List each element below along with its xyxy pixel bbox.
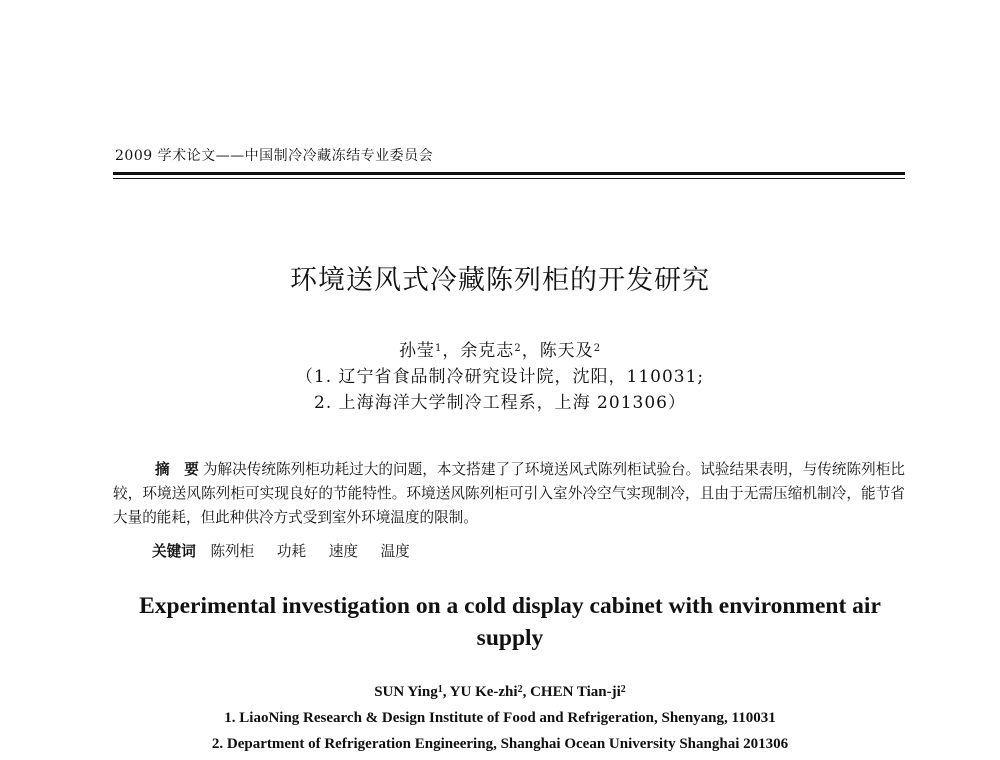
paper-title-cn: 环境送风式冷藏陈列柜的开发研究 [290, 265, 710, 296]
keyword: 功耗 [276, 543, 307, 560]
header-rule-thin [113, 178, 905, 179]
author-separator: , [442, 684, 450, 700]
author-name: 余克志 [460, 341, 515, 361]
author-affiliation-mark: 2 [517, 684, 523, 695]
affiliation-en: 2. Department of Refrigeration Engineering, Shanghai Ocean University Shanghai 201306 [211, 736, 789, 752]
keyword: 速度 [328, 543, 358, 560]
author-name: YU Ke-zhi [449, 684, 518, 700]
author-affiliation-mark: 1 [434, 343, 443, 354]
author-affiliation-mark: 2 [514, 343, 522, 354]
author-name: SUN Ying [374, 684, 438, 700]
affiliation-cn: 2. 上海海洋大学制冷工程系，上海 201306） [314, 393, 686, 413]
abstract-label: 摘 要 [155, 461, 199, 478]
abstract-text: 为解决传统陈列柜功耗过大的问题，本文搭建了了环境送风式陈列柜试验台。试验结果表明，与传统陈列柜比较，环境送风陈列柜可实现良好的节能特性。环境送风陈列柜可引入室外冷空气实现制冷，且由于无需压缩机制冷，能节省大量的能耗，但此种供冷方式受到室外环境温度的限制。 [113, 461, 905, 526]
author-affiliation-mark: 2 [620, 684, 626, 695]
paper-title-en: Experimental investigation on a cold display cabinet with environment air supply [139, 593, 881, 651]
author-name: 陈天及 [539, 341, 594, 361]
author-name: 孙莹 [398, 341, 435, 361]
keywords-cn [152, 540, 428, 564]
header-rule-thick [113, 172, 905, 175]
authors-cn [0, 340, 1000, 362]
author-affiliation-mark: 1 [437, 684, 443, 695]
affiliation-cn: （1. 辽宁省食品制冷研究设计院，沈阳，110031; [295, 367, 705, 387]
author-affiliation-mark: 2 [593, 343, 602, 354]
author-separator: , [522, 684, 531, 700]
authors-en [0, 682, 1000, 702]
keywords-label: 关键词 [152, 543, 196, 560]
author-separator: ， [442, 341, 461, 361]
keyword: 温度 [380, 543, 410, 560]
running-header: 2009 学术论文——中国制冷冷藏冻结专业委员会 [115, 148, 434, 164]
affiliation-en: 1. LiaoNing Research & Design Institute of Food and Refrigeration, Shenyang, 110031 [224, 710, 776, 726]
keyword: 陈列柜 [210, 543, 255, 560]
author-name: CHEN Tian-ji [530, 684, 621, 700]
abstract-cn [113, 458, 905, 530]
author-separator: ， [521, 341, 540, 361]
